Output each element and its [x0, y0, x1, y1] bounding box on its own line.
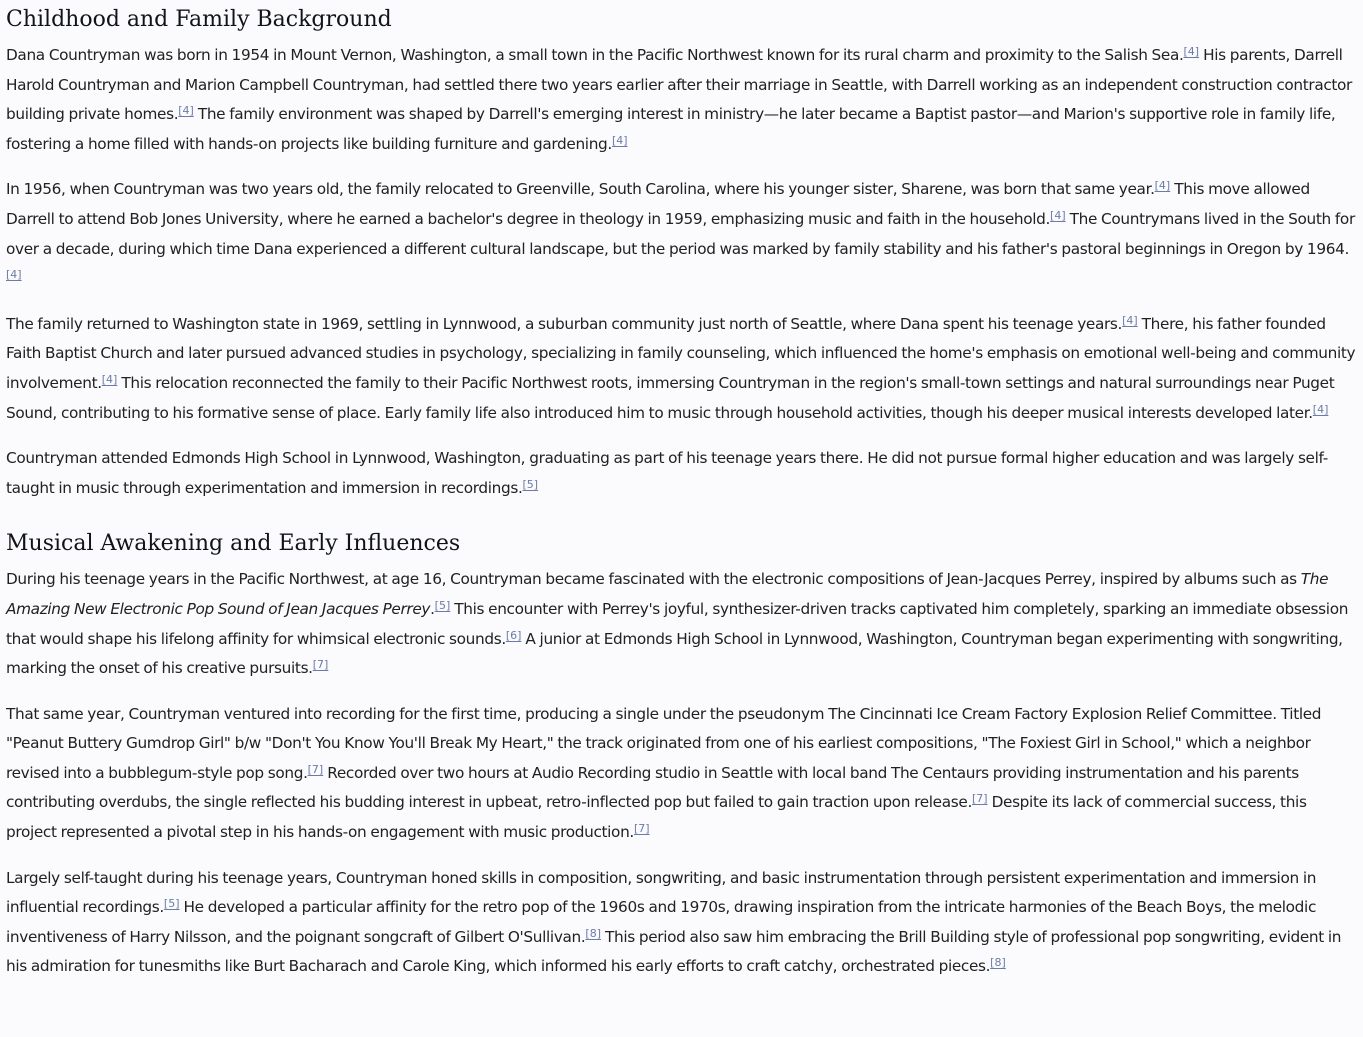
citation-ref[interactable]: [8] — [990, 956, 1006, 970]
citation-ref[interactable]: [4] — [6, 268, 22, 282]
paragraph-text: The Countrymans lived in the South for over a decade, during which time Dana experienced a different cultural landscape, but the period was marked by family stability and his father's pastoral beginnings in Oregon by 1964. — [6, 209, 1355, 258]
paragraph-text: Largely self-taught during his teenage years, Countryman honed skills in composition, songwriting, and basic instrumentation through persistent experimentation and immersion in influential recordings. — [6, 868, 1317, 917]
paragraph-text: This period also saw him embracing the Brill Building style of professional pop songwriting, evident in his admiration for tunesmiths like Burt Bacharach and Carole King, which informed his early efforts to craft catchy, orchestrated pieces. — [6, 927, 1342, 976]
citation-ref[interactable]: [4] — [101, 372, 118, 386]
paragraph-text: His parents, Darrell Harold Countryman and Marion Campbell Countryman, had settled there two years earlier after their marriage in Seattle, with Darrell working as an independent construction contractor building private homes. — [6, 46, 1352, 124]
paragraph — [6, 444, 1357, 503]
citation-ref[interactable]: [4] — [611, 133, 628, 147]
paragraph-text: This encounter with Perrey's joyful, synthesizer-driven tracks captivated him completely, sparking an immediate obsession that would shape his lifelong affinity for whimsical electronic sounds. — [6, 599, 1349, 648]
citation-ref[interactable]: [7] — [633, 822, 650, 836]
section-heading-childhood: Childhood and Family Background — [6, 7, 392, 32]
paragraph-text: Countryman attended Edmonds High School in Lynnwood, Washington, graduating as part of his teenage years there. He did not pursue formal higher education and was largely self-taught in music through experimentation and immersion in recordings. — [6, 449, 1328, 497]
citation-ref[interactable]: [4] — [1183, 45, 1200, 58]
paragraph-text: The family environment was shaped by Darrell's emerging interest in ministry—he later became a Baptist pastor—and Marion's supportive role in family life, fostering a home filled with hands-on projects like building furniture and gardening. — [6, 105, 1336, 153]
citation-ref[interactable]: [6] — [505, 628, 522, 642]
paragraph — [6, 565, 1357, 683]
citation-ref[interactable]: [5] — [163, 897, 180, 911]
section-heading-musical-awakening: Musical Awakening and Early Influences — [6, 531, 461, 557]
paragraph — [6, 700, 1357, 848]
paragraph-text: Despite its lack of commercial success, this project represented a pivotal step in his hands-on engagement with music production. — [6, 793, 1307, 842]
paragraph-text: This relocation reconnected the family to their Pacific Northwest roots, immersing Countryman in the region's small-town settings and natural surroundings near Puget Sound, contributing to his formative sense of place. Early family life also introduced him to music through household activities, though his deeper musical interests developed later. — [6, 373, 1335, 422]
paragraph — [6, 864, 1357, 982]
paragraph-text: A junior at Edmonds High School in Lynnwood, Washington, Countryman began experimenting with songwriting, marking the onset of his creative pursuits. — [6, 629, 1343, 678]
citation-ref[interactable]: [7] — [312, 658, 329, 672]
citation-ref[interactable]: [4] — [178, 104, 194, 118]
article-body — [0, 5, 1363, 982]
paragraph-text: There, his father founded Faith Baptist Church and later pursued advanced studies in psychology, specializing in family counseling, which influenced the home's emphasis on emotional well-being and community involvement. — [6, 314, 1356, 392]
paragraph-text: This move allowed Darrell to attend Bob Jones University, where he earned a bachelor's degree in theology in 1959, emphasizing music and faith in the household. — [6, 180, 1310, 228]
paragraph-text: . — [430, 599, 435, 618]
paragraph-text: That same year, Countryman ventured into recording for the first time, producing a single under the pseudonym The Cincinnati Ice Cream Factory Explosion Relief Committee. Titled "Peanut Buttery Gumdrop Girl" b/w "Don't You Know You'll Break My Heart," the track originated from one of his earliest compositions, "The Foxiest Girl in School," which a neighbor revised into a bubblegum-style pop song. — [6, 704, 1322, 782]
citation-ref[interactable]: [5] — [434, 598, 451, 612]
paragraph — [6, 310, 1357, 428]
citation-ref[interactable]: [4] — [1312, 402, 1329, 416]
citation-ref[interactable]: [7] — [971, 792, 988, 806]
paragraph — [6, 175, 1357, 293]
paragraph — [6, 41, 1357, 159]
paragraph-text: He developed a particular affinity for the retro pop of the 1960s and 1970s, drawing inspiration from the intricate harmonies of the Beach Boys, the melodic inventiveness of Harry Nilsson, and the poignant songcraft of Gilbert O'Sullivan. — [6, 898, 1317, 946]
paragraph-text: Dana Countryman was born in 1954 in Mount Vernon, Washington, a small town in the Pacific Northwest known for its rural charm and proximity to the Salish Sea. — [6, 46, 1184, 64]
citation-ref[interactable]: [8] — [585, 926, 601, 940]
paragraph-text: Recorded over two hours at Audio Recording studio in Seattle with local band The Centaurs providing instrumentation and his parents contributing overdubs, the single reflected his budding interest in upbeat, retro-inflected pop but failed to gain traction upon release. — [6, 763, 1299, 812]
citation-ref[interactable]: [5] — [522, 477, 539, 491]
citation-ref[interactable]: [4] — [1122, 313, 1138, 327]
paragraph-text: During his teenage years in the Pacific Northwest, at age 16, Countryman became fascinated with the electronic compositions of Jean-Jacques Perrey, inspired by albums such as — [6, 570, 1301, 589]
paragraph-text: In 1956, when Countryman was two years old, the family relocated to Greenville, South Carolina, where his younger sister, Sharene, was born that same year. — [6, 180, 1155, 199]
paragraph-text: The family returned to Washington state in 1969, settling in Lynnwood, a suburban community just north of Seattle, where Dana spent his teenage years. — [6, 314, 1123, 333]
album-title: The Amazing New Electronic Pop Sound of Jean Jacques Perrey — [6, 570, 1329, 618]
citation-ref[interactable]: [4] — [1154, 179, 1171, 193]
citation-ref[interactable]: [4] — [1050, 208, 1066, 222]
citation-ref[interactable]: [7] — [307, 762, 324, 776]
